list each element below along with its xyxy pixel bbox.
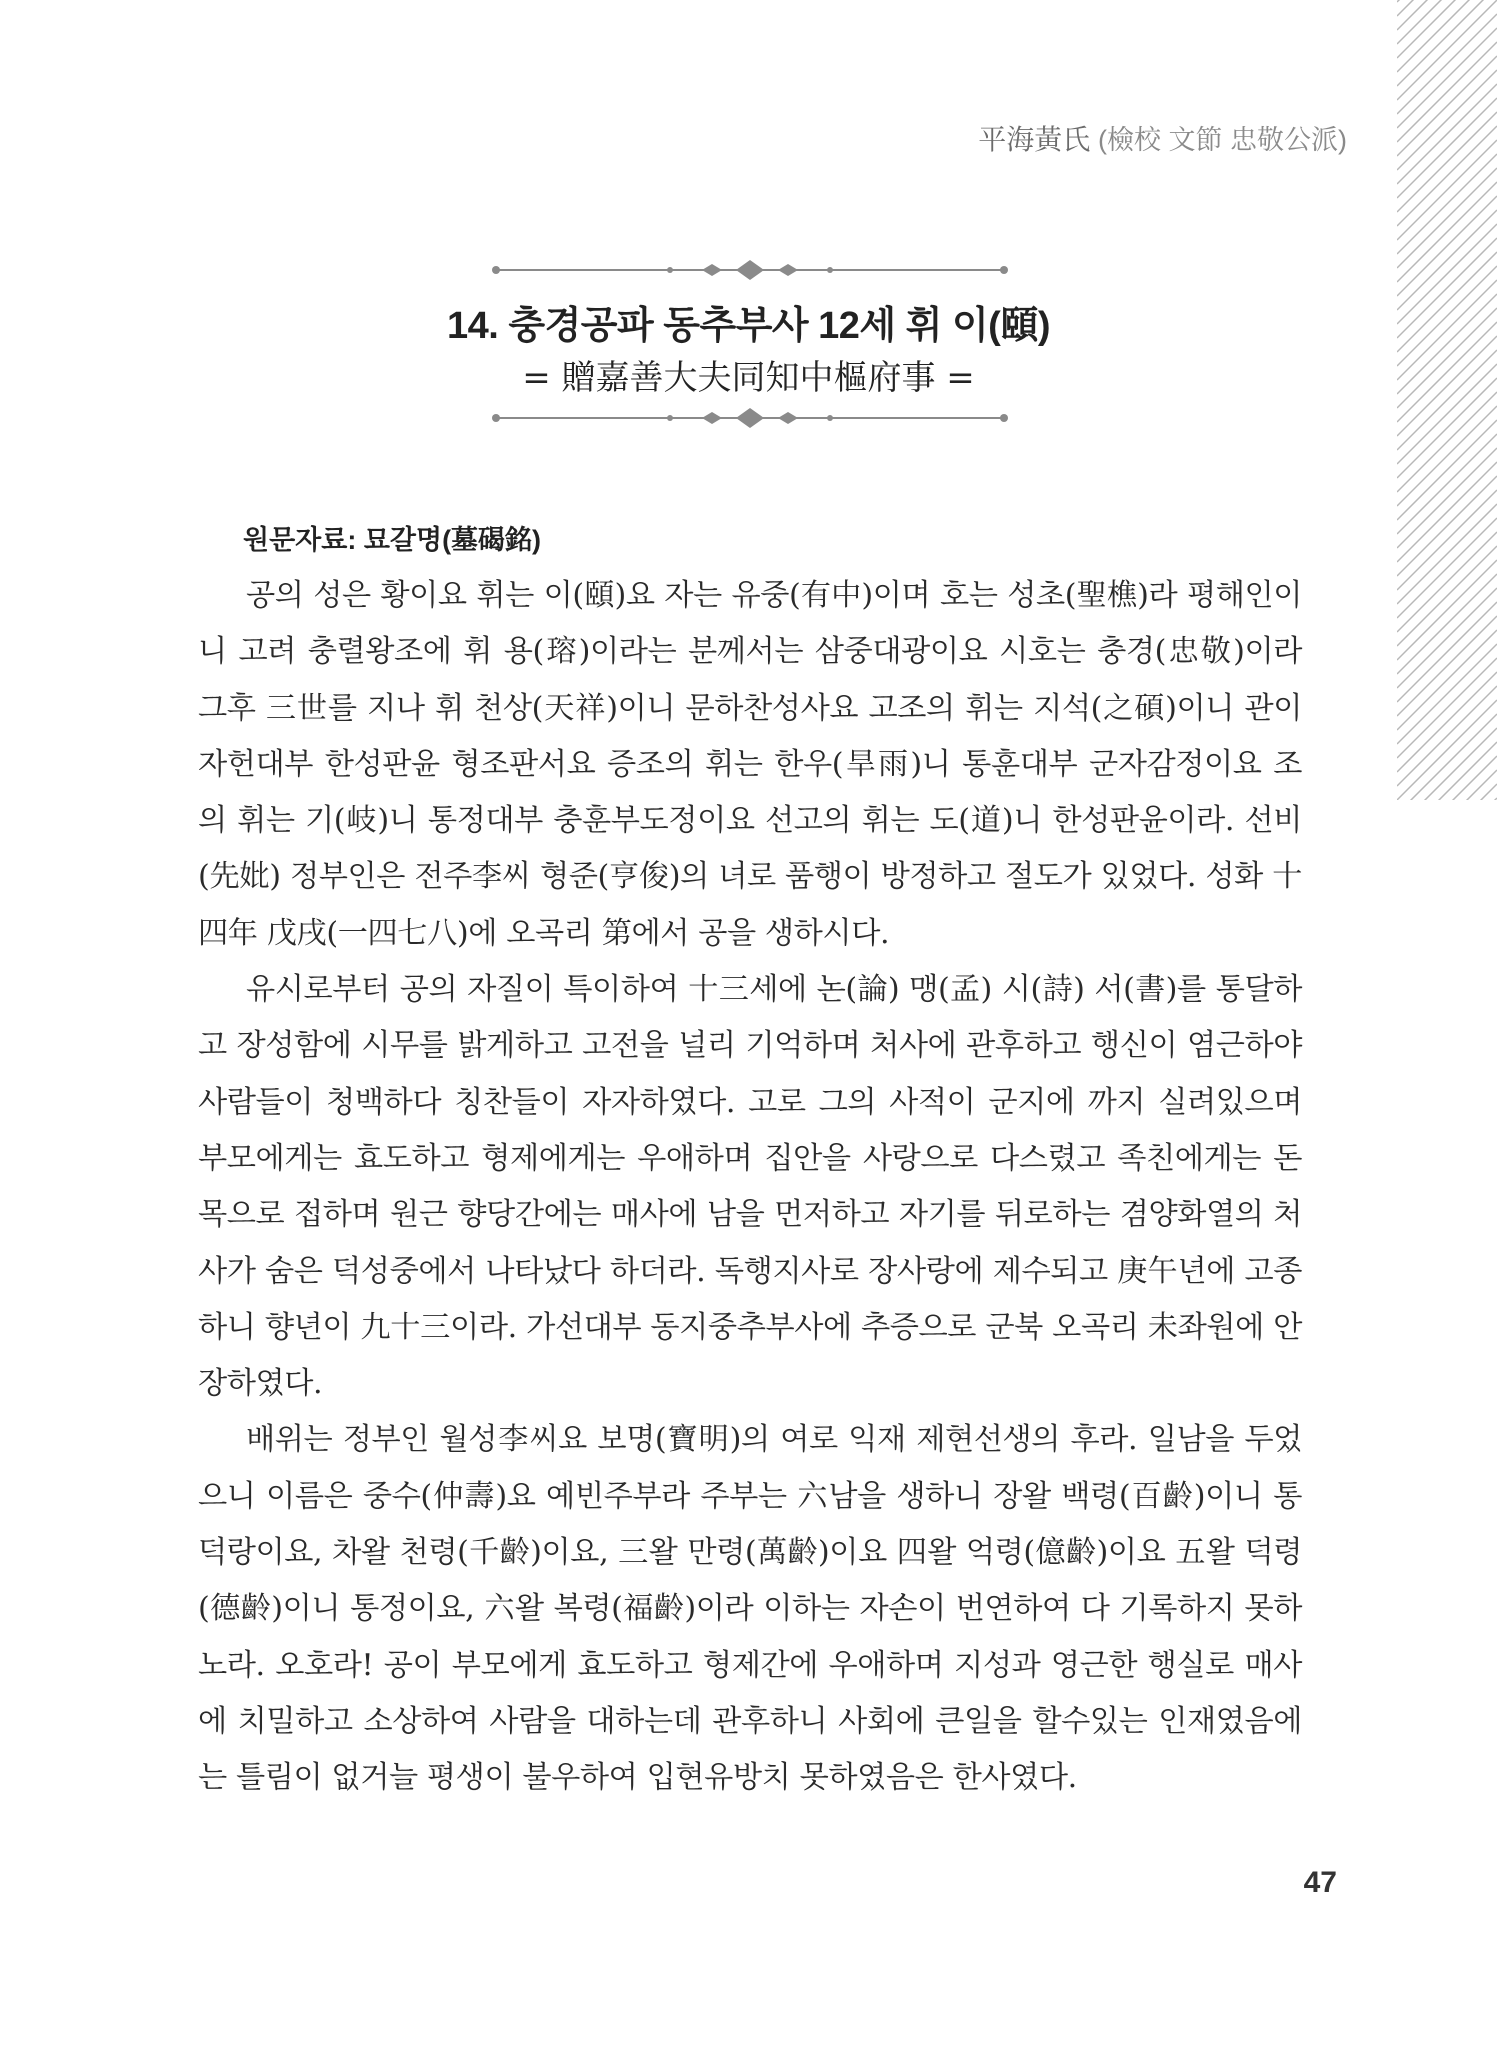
source-label: 원문자료: 묘갈명(墓碣銘) bbox=[243, 525, 542, 555]
title-ornament-bottom bbox=[490, 406, 1010, 430]
running-header bbox=[978, 118, 1347, 158]
running-header-branch: (檢校 文節 忠敬公派) bbox=[1098, 125, 1347, 155]
page-title: 14. 충경공파 동추부사 12세 휘 이(頤) bbox=[447, 305, 1050, 347]
title-ornament-top bbox=[490, 258, 1010, 282]
diagonal-stripes-decoration bbox=[1397, 0, 1497, 800]
page-number: 47 bbox=[1303, 1866, 1337, 1899]
running-header-clan: 平海黃氏 bbox=[978, 124, 1091, 155]
paragraph: 공의 성은 황이요 휘는 이(頤)요 자는 유중(有中)이며 호는 성초(聖樵)라 평해인이니 고려 충렬왕조에 휘 용(瑢)이라는 분께서는 삼중대광이요 시호는 충경(忠敬)이라 그후 三世를 지나 휘 천상(天祥)이니 문하찬성사요 고조의 휘는 지석(之碩)이니 관이 자헌대부 한성판윤 형조판서요 증조의 휘는 한우(旱雨)니 통훈대부 군자감정이요 조의 휘는 기(岐)니 통정대부 충훈부도정이요 선고의 휘는 도(道)니 한성판윤이라. 선비(先妣) 정부인은 전주李씨 형준(亨俊)의 녀로 품행이 방정하고 절도가 있었다. 성화 十四年 戊戌(一四七八)에 오곡리 第에서 공을 생하시다. bbox=[198, 578, 1302, 951]
paragraph: 유시로부터 공의 자질이 특이하여 十三세에 논(論) 맹(孟) 시(詩) 서(書)를 통달하고 장성함에 시무를 밝게하고 고전을 널리 기억하며 처사에 관후하고 행신이 염근하야 사람들이 청백하다 칭찬들이 자자하였다. 고로 그의 사적이 군지에 까지 실려있으며 부모에게는 효도하고 형제에게는 우애하며 집안을 사랑으로 다스렸고 족친에게는 돈목으로 접하며 원근 향당간에는 매사에 남을 먼저하고 자기를 뒤로하는 겸양화열의 처사가 숨은 덕성중에서 나타났다 하더라. 독행지사로 장사랑에 제수되고 庚午년에 고종하니 향년이 九十三이라. 가선대부 동지중추부사에 추증으로 군북 오곡리 未좌원에 안장하였다. bbox=[198, 972, 1302, 1402]
paragraph: 배위는 정부인 월성李씨요 보명(寶明)의 여로 익재 제현선생의 후라. 일남을 두었으니 이름은 중수(仲壽)요 예빈주부라 주부는 六남을 생하니 장왈 백령(百齡)이니 통덕랑이요, 차왈 천령(千齡)이요, 三왈 만령(萬齡)이요 四왈 억령(億齡)이요 五왈 덕령(德齡)이니 통정이요, 六왈 복령(福齡)이라 이하는 자손이 번연하여 다 기록하지 못하노라. 오호라! 공이 부모에게 효도하고 형제간에 우애하며 지성과 영근한 행실로 매사에 치밀하고 소상하여 사람을 대하는데 관후하니 사회에 큰일을 할수있는 인재였음에는 틀림이 없거늘 평생이 불우하여 입현유방치 못하였음은 한사였다. bbox=[198, 1422, 1302, 1796]
body-text bbox=[198, 568, 1302, 1807]
page-subtitle: = 贈嘉善大夫同知中樞府事 = bbox=[522, 358, 975, 398]
